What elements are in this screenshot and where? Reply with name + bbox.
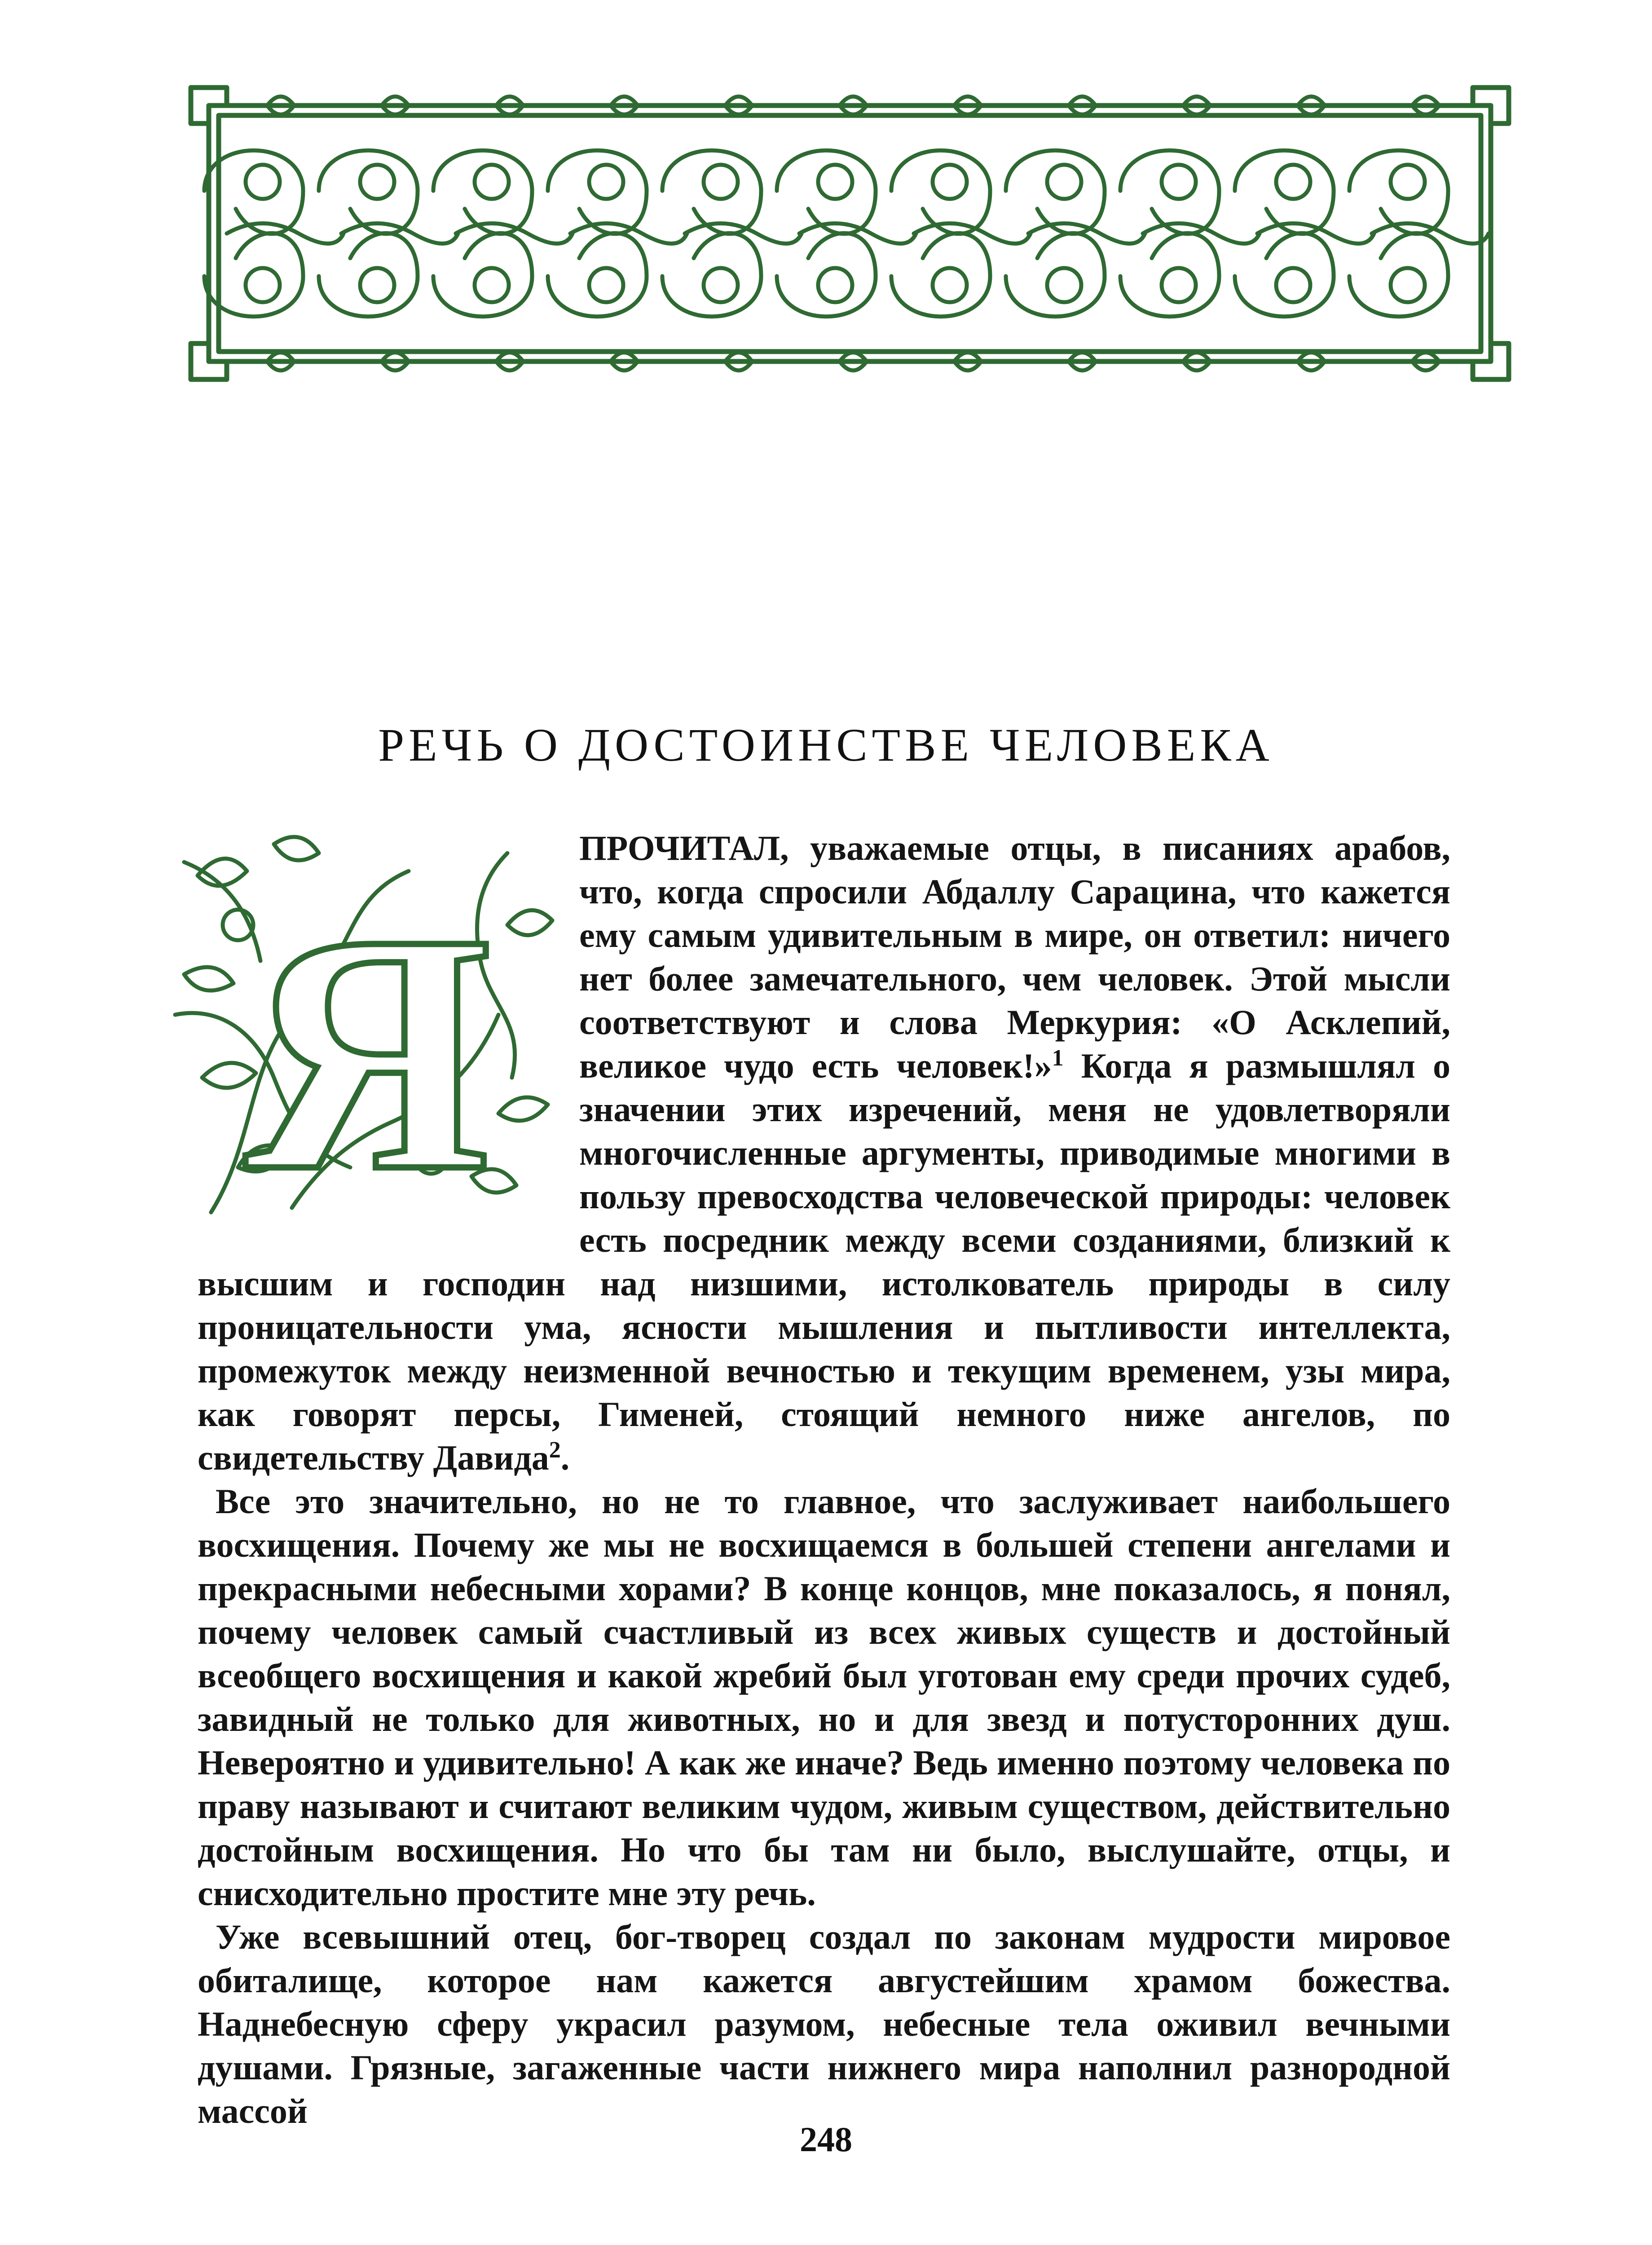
- page-number: 248: [800, 2120, 852, 2159]
- footnote-marker[interactable]: 1: [1052, 1045, 1064, 1071]
- drop-cap-letter: Я: [245, 864, 492, 1221]
- paragraph-2: Все это значительно, но не то главное, что заслуживает наибольшего восхищения. Почему же мы не восхищаемся в большей степени ангелами и прекрасными небесными хорами? В конце концов, мне показалось, я понял, почему человек самый счастливый из всех живых существ и достойный всеобщего восхищения и какой жребий был уготован ему среди прочих судеб, завидный не только для животных, но и для звезд и потусторонних душ. Невероятно и удивительно! А как же иначе? Ведь именно поэтому человека по праву называют и считают великим чудом, живым существом, действительно достойным восхищения. Но что бы там ни было, выслушайте, отцы, и снисходительно простите мне эту речь.: [198, 1482, 1450, 1913]
- paragraph-1-text: ПРОЧИТАЛ, уважаемые отцы, в писаниях арабов, что, когда спросили Абдаллу Сарацина, что кажется ему самым удивительным в мире, он ответил: ничего нет более замечательного, чем человек. Этой мысли соответствуют и слова Меркурия: «О Асклепий, великое чудо есть человек!»: [579, 828, 1450, 1085]
- drop-cap: [157, 826, 561, 1221]
- knotwork-ornament: [186, 79, 1513, 388]
- paragraph-1-text-end: .: [560, 1438, 570, 1477]
- knotwork-border-icon: [186, 79, 1513, 388]
- floral-drop-cap-icon: [157, 826, 561, 1221]
- footnote-marker[interactable]: 2: [549, 1437, 561, 1463]
- paragraph-1-text-continued: Когда я размышлял о значении этих изречений, меня не удовлетворяли многочисленные аргументы, приводимые многими в пользу превосходства человеческой природы: человек есть посредник между всеми созданиями, близкий к высшим и господин над низшими, истолкователь природы в силу проницательности ума, ясности мышления и пытливости интеллекта, промежуток между неизменной вечностью и текущим временем, узы мира, как говорят персы, Гименей, стоящий немного ниже ангелов, по свидетельству Давида: [198, 1046, 1450, 1477]
- paragraph-3: Уже всевышний отец, бог-творец создал по законам мудрости мировое обиталище, которое нам кажется августейшим храмом божества. Наднебесную сферу украсил разумом, небесные тела оживил вечными душами. Грязные, загаженные части нижнего мира наполнил разнородной массой: [198, 1917, 1450, 2131]
- paragraph-1: [198, 826, 1450, 1479]
- body-text: [198, 826, 1450, 2133]
- chapter-title: РЕЧЬ О ДОСТОИНСТВЕ ЧЕЛОВЕКА: [378, 719, 1274, 771]
